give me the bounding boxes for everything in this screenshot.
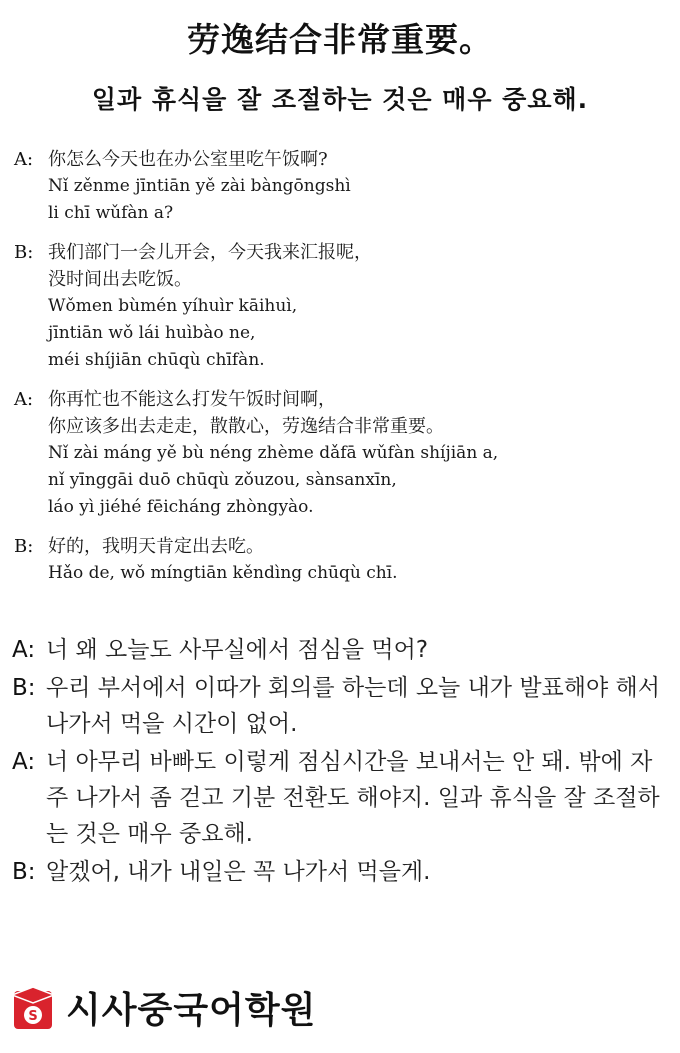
pinyin-line: Nǐ zěnme jīntiān yě zài bàngōngshì [48, 176, 351, 196]
speaker-label: A: [12, 749, 36, 775]
speaker-label: A: [14, 389, 34, 410]
speaker-label: A: [12, 637, 36, 663]
translation-turn [12, 854, 674, 890]
pinyin-line: Nǐ zài máng yě bù néng zhème dǎfā wǔfàn shíjiān a, [48, 443, 499, 463]
pinyin-line: li chī wǔfàn a? [48, 203, 174, 223]
speaker-label: B: [14, 242, 34, 263]
hanzi-line: 你再忙也不能这么打发午饭时间啊， [48, 389, 336, 410]
hanzi-line: 好的，我明天肯定出去吃。 [48, 536, 264, 557]
translation-turn [12, 632, 674, 668]
pinyin-line: méi shíjiān chūqù chīfàn. [48, 350, 265, 370]
dialog-turn [14, 239, 674, 374]
academy-name: 시사중국어학원 [66, 990, 317, 1031]
translation-turn [12, 670, 674, 742]
translation-text: 너 왜 오늘도 사무실에서 점심을 먹어? [46, 637, 429, 663]
translation-text: 우리 부서에서 이따가 회의를 하는데 오늘 내가 발표해야 해서 나가서 먹을 시간이 없어. [46, 675, 660, 737]
speaker-label: B: [12, 675, 36, 701]
korean-translation [12, 632, 674, 892]
hanzi-line: 你怎么今天也在办公室里吃午饭啊? [48, 149, 328, 170]
academy-logo [12, 982, 316, 1033]
translation-text: 알겠어, 내가 내일은 꼭 나가서 먹을게. [46, 859, 431, 885]
title-chinese: 劳逸结合非常重要。 [187, 20, 493, 59]
speaker-label: B: [12, 859, 36, 885]
translation-turn [12, 744, 674, 852]
hanzi-line: 没时间出去吃饭。 [48, 269, 192, 290]
pinyin-line: jīntiān wǒ lái huìbào ne, [48, 323, 256, 343]
speaker-label: B: [14, 536, 34, 557]
siwa-logo-icon [12, 985, 56, 1031]
pinyin-line: nǐ yīnggāi duō chūqù zǒuzou, sànsanxīn, [48, 470, 397, 490]
speaker-label: A: [14, 149, 34, 170]
translation-text: 너 아무리 바빠도 이렇게 점심시간을 보내서는 안 돼. 밖에 자주 나가서 좀 걷고 기분 전환도 해야지. 일과 휴식을 잘 조절하는 것은 매우 중요해. [46, 749, 660, 847]
hanzi-line: 你应该多出去走走，散散心，劳逸结合非常重要。 [48, 416, 444, 437]
svg-text:S: S [28, 1008, 38, 1024]
pinyin-line: Wǒmen bùmén yíhuìr kāihuì, [48, 296, 298, 316]
title-korean: 일과 휴식을 잘 조절하는 것은 매우 중요해. [91, 85, 589, 114]
dialog-turn [14, 146, 674, 227]
pinyin-line: Hǎo de, wǒ míngtiān kěndìng chūqù chī. [48, 563, 398, 583]
dialog-turn [14, 386, 674, 521]
chinese-dialog [14, 146, 674, 599]
pinyin-line: láo yì jiéhé fēicháng zhòngyào. [48, 497, 314, 517]
dialog-turn [14, 533, 674, 587]
hanzi-line: 我们部门一会儿开会，今天我来汇报呢， [48, 242, 372, 263]
